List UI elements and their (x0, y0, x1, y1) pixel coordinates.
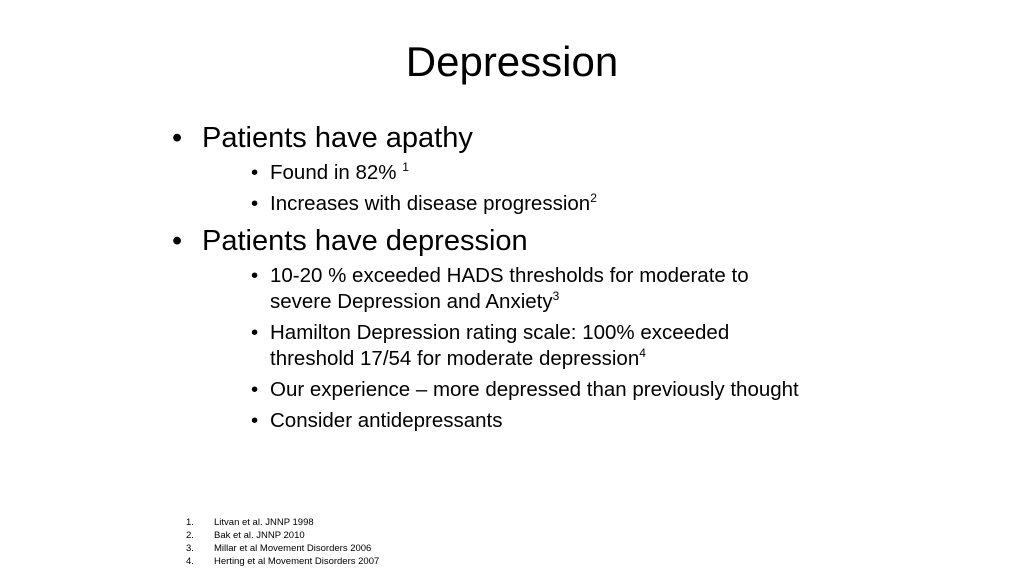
reference-item (186, 516, 379, 529)
bullet-text: Patients have apathy (202, 122, 473, 154)
sub-bullet-text: Increases with disease progression (270, 192, 591, 215)
sub-bullet (251, 191, 812, 217)
citation-marker: 2 (590, 191, 597, 205)
slide-title: Depression (405, 38, 619, 85)
bullet-list (172, 120, 812, 434)
reference-number: 3. (186, 543, 194, 554)
bullet-dot-icon: • (251, 321, 259, 344)
sub-bullet (251, 160, 812, 186)
bullet-dot-icon: • (251, 378, 259, 401)
citation-marker: 1 (402, 160, 409, 174)
reference-number: 4. (186, 556, 194, 567)
bullet-dot-icon: • (251, 192, 259, 215)
sub-bullet (251, 263, 812, 315)
reference-item (186, 542, 379, 555)
reference-number: 1. (186, 517, 194, 528)
sub-bullet (251, 408, 812, 434)
reference-item (186, 529, 379, 542)
reference-item (186, 555, 379, 568)
bullet-dot-icon: • (172, 225, 183, 257)
sub-bullet-text: Our experience – more depressed than previously thought (270, 378, 799, 401)
sub-bullet-text: Hamilton Depression rating scale: 100% exceeded threshold 17/54 for moderate depression (270, 321, 730, 370)
reference-text: Herting et al Movement Disorders 2007 (214, 556, 380, 567)
bullet-dot-icon: • (251, 409, 259, 432)
reference-number: 2. (186, 530, 194, 541)
reference-text: Bak et al. JNNP 2010 (214, 530, 305, 541)
citation-marker: 4 (639, 346, 646, 360)
sub-bullet-text: 10-20 % exceeded HADS thresholds for moderate to severe Depression and Anxiety (270, 264, 749, 313)
bullet-dot-icon: • (172, 122, 183, 154)
bullet-text: Patients have depression (202, 225, 528, 257)
sub-bullet (251, 377, 812, 403)
bullet-apathy (172, 120, 812, 156)
citation-marker: 3 (552, 289, 560, 303)
references-list (186, 516, 379, 568)
sub-bullet (251, 320, 812, 372)
bullet-dot-icon: • (251, 161, 259, 184)
reference-text: Millar et al Movement Disorders 2006 (214, 543, 372, 554)
sub-bullet-text: Found in 82% (270, 161, 403, 184)
reference-text: Litvan et al. JNNP 1998 (214, 517, 314, 528)
bullet-dot-icon: • (251, 264, 259, 287)
sub-bullet-text: Consider antidepressants (270, 409, 503, 432)
bullet-depression (172, 223, 812, 259)
